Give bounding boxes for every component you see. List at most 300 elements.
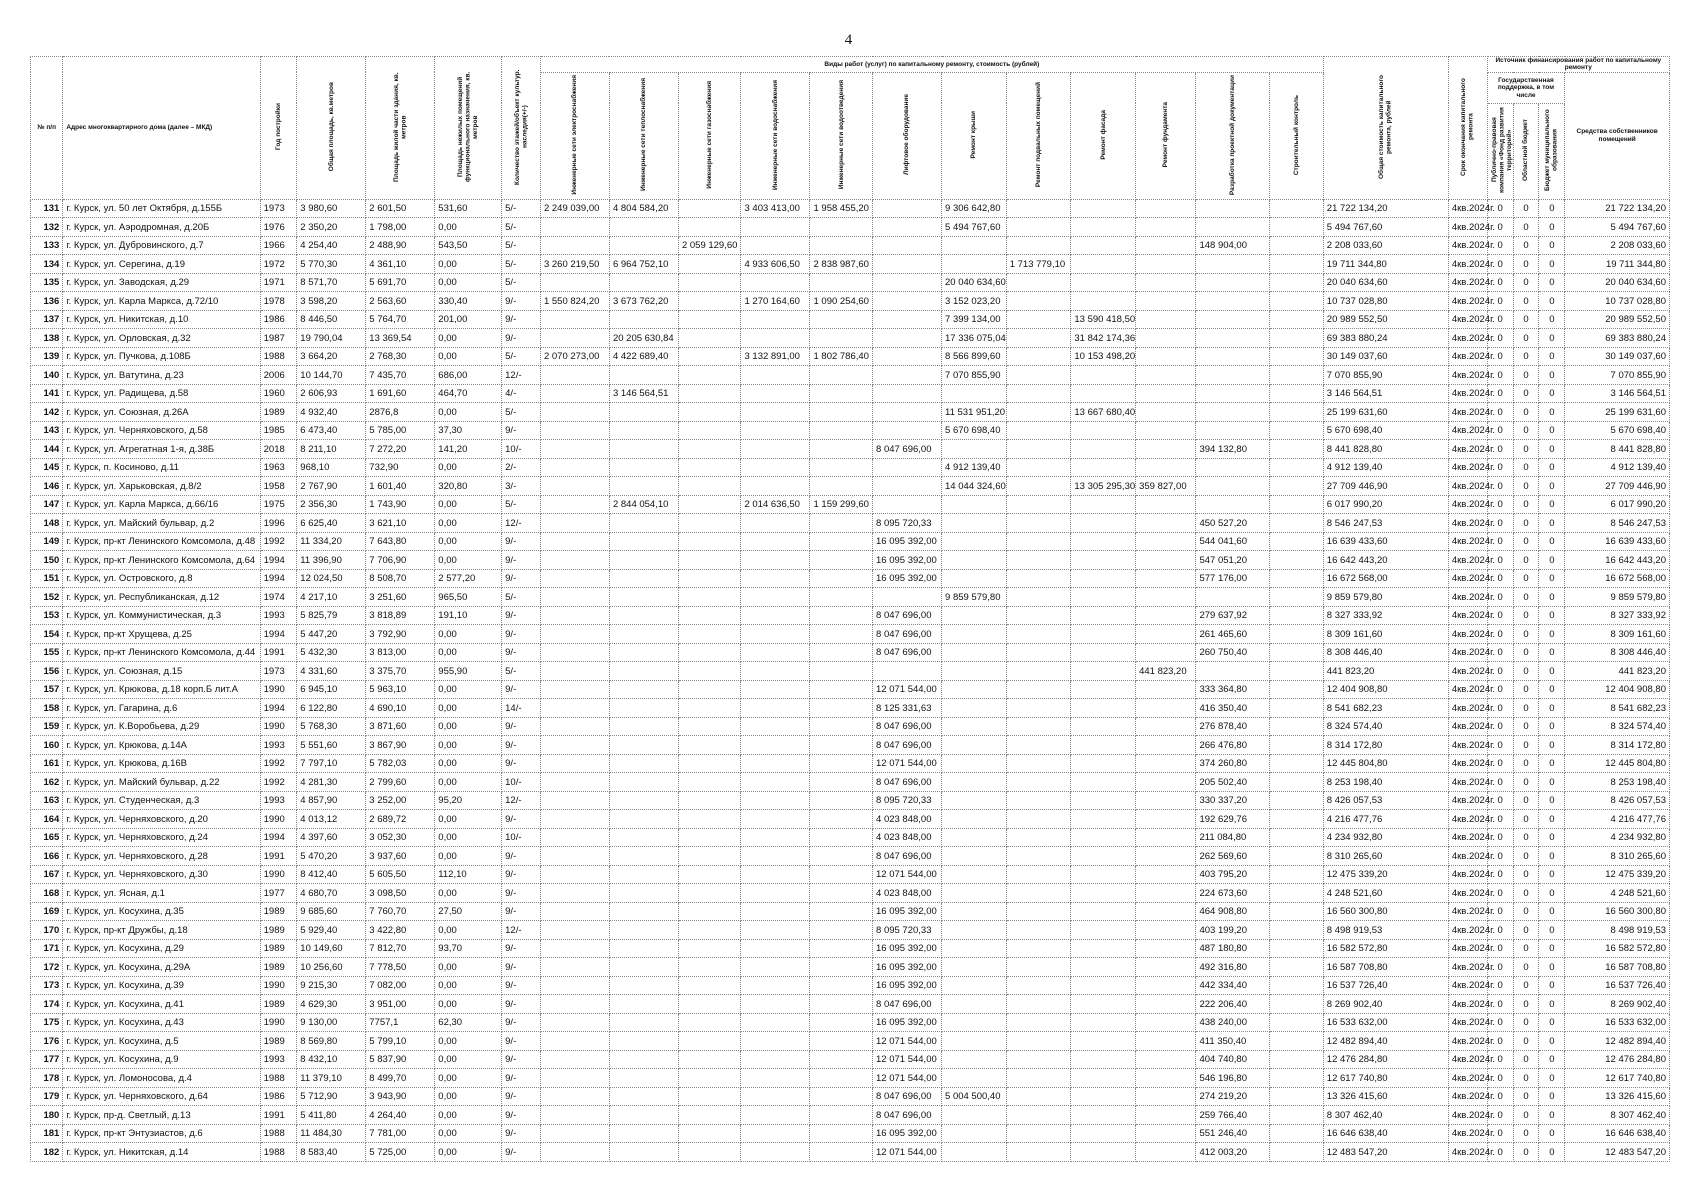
table-cell: 3 098,50 <box>366 884 435 903</box>
table-cell: г. Курск, ул. Никитская, д.10 <box>63 310 260 329</box>
table-cell <box>873 310 942 329</box>
table-cell <box>873 458 942 477</box>
table-cell: 8 571,70 <box>297 273 366 292</box>
table-cell: 9/- <box>502 1106 541 1125</box>
table-cell <box>741 329 810 348</box>
table-cell: 0,00 <box>435 495 502 514</box>
table-cell <box>873 273 942 292</box>
table-cell: 8 095 720,33 <box>873 791 942 810</box>
table-cell <box>1196 384 1269 403</box>
table-cell: 1 691,60 <box>366 384 435 403</box>
table-cell: 9/- <box>502 810 541 829</box>
table-cell <box>873 329 942 348</box>
table-cell: 4кв.2024г. <box>1448 199 1487 218</box>
table-cell <box>1006 1087 1071 1106</box>
table-cell: 1 958 455,20 <box>810 199 873 218</box>
table-cell <box>810 921 873 940</box>
table-cell <box>1006 292 1071 311</box>
table-cell <box>1006 1013 1071 1032</box>
table-cell: 9 859 579,80 <box>1565 588 1670 607</box>
table-cell: г. Курск, ул. Союзная, д.26А <box>63 403 260 422</box>
table-cell: 259 766,40 <box>1196 1106 1269 1125</box>
table-cell <box>1006 754 1071 773</box>
table-cell: г. Курск, ул. К.Воробьева, д.29 <box>63 717 260 736</box>
table-cell: 0 <box>1513 810 1539 829</box>
table-cell: 8 327 333,92 <box>1323 606 1448 625</box>
header-fund-label: Публично-правовая компания «Фонд развития территорий» <box>1490 107 1513 194</box>
table-cell <box>1269 440 1323 459</box>
table-cell: 8 566 899,60 <box>942 347 1007 366</box>
header-facade-label: Ремонт фасада <box>1099 109 1107 160</box>
table-cell <box>540 754 609 773</box>
table-cell: 1 713 779,10 <box>1006 255 1071 274</box>
table-cell <box>540 662 609 681</box>
table-cell <box>810 939 873 958</box>
table-cell: 4кв.2024г. <box>1448 273 1487 292</box>
table-cell: 7 812,70 <box>366 939 435 958</box>
table-cell <box>678 1032 741 1051</box>
table-cell: 161 <box>31 754 63 773</box>
table-cell: 9/- <box>502 421 541 440</box>
table-cell: 4кв.2024г. <box>1448 1143 1487 1162</box>
table-cell <box>1136 347 1196 366</box>
table-cell <box>678 921 741 940</box>
table-cell: 157 <box>31 680 63 699</box>
table-row <box>31 347 1670 366</box>
table-cell: 0,00 <box>435 1050 502 1069</box>
table-cell <box>1006 717 1071 736</box>
table-cell: 2 070 273,00 <box>540 347 609 366</box>
table-cell <box>810 421 873 440</box>
table-cell <box>1136 773 1196 792</box>
table-cell <box>1071 532 1136 551</box>
table-cell: 4кв.2024г. <box>1448 569 1487 588</box>
table-cell <box>942 865 1007 884</box>
table-cell <box>1136 976 1196 995</box>
header-sewer-label: Инженерные сети водоотведения <box>837 80 845 190</box>
header-regional <box>1513 103 1539 199</box>
table-cell <box>1006 662 1071 681</box>
table-cell: г. Курск, пр-кт Ленинского Комсомола, д.44 <box>63 643 260 662</box>
header-nonres-area <box>435 57 502 200</box>
table-cell: 16 095 392,00 <box>873 1124 942 1143</box>
table-cell: 543,50 <box>435 236 502 255</box>
table-cell: г. Курск, ул. Гагарина, д.6 <box>63 699 260 718</box>
table-cell <box>942 754 1007 773</box>
table-row <box>31 588 1670 607</box>
table-cell <box>540 458 609 477</box>
table-cell: 0 <box>1513 606 1539 625</box>
table-cell: 4 361,10 <box>366 255 435 274</box>
table-cell: 416 350,40 <box>1196 699 1269 718</box>
table-cell <box>1269 773 1323 792</box>
table-cell: 4 013,12 <box>297 810 366 829</box>
table-cell: 0 <box>1539 1124 1565 1143</box>
table-cell: 0 <box>1487 662 1513 681</box>
table-cell: 0 <box>1513 884 1539 903</box>
table-cell <box>942 884 1007 903</box>
table-cell <box>1269 1032 1323 1051</box>
table-cell: 3 052,30 <box>366 828 435 847</box>
table-cell <box>942 625 1007 644</box>
table-cell: 16 582 572,80 <box>1565 939 1670 958</box>
table-cell: 0 <box>1513 625 1539 644</box>
table-cell: 2 350,20 <box>297 218 366 237</box>
table-cell: 412 003,20 <box>1196 1143 1269 1162</box>
table-cell: 1990 <box>260 1013 297 1032</box>
table-cell: 0 <box>1487 384 1513 403</box>
table-cell: 69 383 880,24 <box>1565 329 1670 348</box>
table-cell: 4кв.2024г. <box>1448 884 1487 903</box>
table-cell: 30 149 037,60 <box>1565 347 1670 366</box>
table-cell <box>540 865 609 884</box>
table-cell <box>678 273 741 292</box>
table-cell <box>609 514 678 533</box>
table-cell <box>609 1050 678 1069</box>
table-cell: 442 334,40 <box>1196 976 1269 995</box>
table-cell <box>678 828 741 847</box>
table-cell <box>609 366 678 385</box>
table-cell: 968,10 <box>297 458 366 477</box>
table-cell: г. Курск, пр-кт Дружбы, д.18 <box>63 921 260 940</box>
table-cell: 4 216 477,76 <box>1565 810 1670 829</box>
table-cell: г. Курск, ул. Союзная, д.15 <box>63 662 260 681</box>
table-cell: 0 <box>1487 495 1513 514</box>
table-cell: 5/- <box>502 495 541 514</box>
table-cell <box>810 958 873 977</box>
table-cell: 16 639 433,60 <box>1565 532 1670 551</box>
table-cell <box>1196 329 1269 348</box>
table-cell <box>1071 662 1136 681</box>
table-cell: 12 071 544,00 <box>873 1050 942 1069</box>
table-cell <box>1071 754 1136 773</box>
table-cell: 8 047 696,00 <box>873 606 942 625</box>
table-cell: 4кв.2024г. <box>1448 939 1487 958</box>
capital-repair-table <box>30 56 1670 1162</box>
table-cell <box>540 588 609 607</box>
table-cell: 163 <box>31 791 63 810</box>
page-number: 4 <box>844 32 853 48</box>
table-cell: 9/- <box>502 625 541 644</box>
table-cell <box>678 1124 741 1143</box>
table-cell: 0 <box>1487 458 1513 477</box>
table-cell: 2 059 129,60 <box>678 236 741 255</box>
table-cell: 1989 <box>260 1032 297 1051</box>
table-cell <box>1269 939 1323 958</box>
table-cell: г. Курск, ул. Карла Маркса, д.66/16 <box>63 495 260 514</box>
table-cell <box>942 384 1007 403</box>
table-cell: 1978 <box>260 292 297 311</box>
table-cell <box>1269 736 1323 755</box>
table-cell <box>1269 569 1323 588</box>
table-cell: 4 397,60 <box>297 828 366 847</box>
table-cell: 2 768,30 <box>366 347 435 366</box>
table-cell <box>942 255 1007 274</box>
table-cell <box>609 939 678 958</box>
table-cell <box>1006 347 1071 366</box>
table-cell: 12 475 339,20 <box>1565 865 1670 884</box>
table-cell <box>540 1013 609 1032</box>
table-cell: 8 308 446,40 <box>1323 643 1448 662</box>
table-cell: 0 <box>1487 199 1513 218</box>
table-cell <box>678 884 741 903</box>
table-cell: 0,00 <box>435 551 502 570</box>
table-cell <box>1269 680 1323 699</box>
table-cell: 4кв.2024г. <box>1448 477 1487 496</box>
table-cell: 211 084,80 <box>1196 828 1269 847</box>
table-cell: 464 908,80 <box>1196 902 1269 921</box>
table-cell: 4кв.2024г. <box>1448 865 1487 884</box>
table-cell <box>741 828 810 847</box>
table-cell: 5 725,00 <box>366 1143 435 1162</box>
table-cell <box>1269 828 1323 847</box>
table-cell <box>942 569 1007 588</box>
table-cell <box>942 236 1007 255</box>
table-cell: 2 767,90 <box>297 477 366 496</box>
table-cell: 4кв.2024г. <box>1448 958 1487 977</box>
table-cell: 0,00 <box>435 921 502 940</box>
table-cell: 8 309 161,60 <box>1323 625 1448 644</box>
table-cell <box>1006 902 1071 921</box>
table-cell: г. Курск, ул. Черняховского, д.24 <box>63 828 260 847</box>
table-cell: г. Курск, ул. Косухина, д.9 <box>63 1050 260 1069</box>
table-cell: 9/- <box>502 310 541 329</box>
header-year <box>260 57 297 200</box>
header-total-cost <box>1323 57 1448 200</box>
table-cell <box>609 1032 678 1051</box>
table-cell: 7 643,80 <box>366 532 435 551</box>
table-cell <box>1136 884 1196 903</box>
table-cell: 0 <box>1487 1050 1513 1069</box>
table-row <box>31 1124 1670 1143</box>
table-cell: 965,50 <box>435 588 502 607</box>
table-cell <box>1136 236 1196 255</box>
table-cell <box>1269 218 1323 237</box>
table-cell: 143 <box>31 421 63 440</box>
table-cell: 0 <box>1487 717 1513 736</box>
table-cell: 148 904,00 <box>1196 236 1269 255</box>
table-cell: 0 <box>1487 921 1513 940</box>
table-cell: 9/- <box>502 754 541 773</box>
table-cell: 0 <box>1513 218 1539 237</box>
header-water <box>741 72 810 199</box>
table-cell <box>1269 1050 1323 1069</box>
table-cell: 0 <box>1487 773 1513 792</box>
table-cell <box>678 1013 741 1032</box>
table-cell: 0 <box>1513 865 1539 884</box>
table-cell: 4 422 689,40 <box>609 347 678 366</box>
table-cell: 5 670 698,40 <box>1565 421 1670 440</box>
table-cell <box>1136 717 1196 736</box>
table-cell <box>1006 199 1071 218</box>
table-cell <box>810 588 873 607</box>
table-cell <box>540 921 609 940</box>
table-cell: 2 014 636,50 <box>741 495 810 514</box>
table-cell: 0 <box>1513 1050 1539 1069</box>
table-cell <box>741 1013 810 1032</box>
table-cell: 3 422,80 <box>366 921 435 940</box>
table-cell <box>678 495 741 514</box>
table-cell: г. Курск, ул. Серегина, д.19 <box>63 255 260 274</box>
table-cell: 5 447,20 <box>297 625 366 644</box>
table-cell: 27 709 446,90 <box>1565 477 1670 496</box>
table-cell <box>873 588 942 607</box>
table-cell <box>942 939 1007 958</box>
table-cell <box>942 1013 1007 1032</box>
table-cell: 13 590 418,50 <box>1071 310 1136 329</box>
table-cell: 0 <box>1513 1124 1539 1143</box>
table-cell: 160 <box>31 736 63 755</box>
table-cell: 0 <box>1539 865 1565 884</box>
table-cell: 5/- <box>502 347 541 366</box>
table-cell: г. Курск, ул. Косухина, д.29 <box>63 939 260 958</box>
table-cell: 4кв.2024г. <box>1448 551 1487 570</box>
header-total-cost-label: Общая стоимость капитального ремонта, рублей <box>1378 74 1393 179</box>
table-cell: 1 090 254,60 <box>810 292 873 311</box>
table-cell: 13 369,54 <box>366 329 435 348</box>
table-cell: г. Курск, ул. Черняховского, д.30 <box>63 865 260 884</box>
table-cell: 955,90 <box>435 662 502 681</box>
table-cell: 10 256,60 <box>297 958 366 977</box>
table-cell <box>1269 921 1323 940</box>
table-cell <box>540 625 609 644</box>
table-cell <box>810 699 873 718</box>
table-cell: 0 <box>1513 310 1539 329</box>
table-cell: 0,00 <box>435 1069 502 1088</box>
table-cell: 4кв.2024г. <box>1448 680 1487 699</box>
table-cell <box>678 995 741 1014</box>
table-cell: 1986 <box>260 1087 297 1106</box>
table-cell: г. Курск, ул. Коммунистическая, д.3 <box>63 606 260 625</box>
table-cell <box>810 1087 873 1106</box>
table-row <box>31 218 1670 237</box>
table-cell <box>540 699 609 718</box>
table-cell <box>1269 1013 1323 1032</box>
table-cell: 16 095 392,00 <box>873 1013 942 1032</box>
table-cell: 5/- <box>502 236 541 255</box>
table-cell: 21 722 134,20 <box>1323 199 1448 218</box>
table-cell <box>1269 329 1323 348</box>
table-cell <box>1006 884 1071 903</box>
table-cell <box>609 754 678 773</box>
table-cell: 2 838 987,60 <box>810 255 873 274</box>
table-cell: 547 051,20 <box>1196 551 1269 570</box>
table-cell <box>678 754 741 773</box>
table-cell: 0 <box>1513 736 1539 755</box>
table-cell: 577 176,00 <box>1196 569 1269 588</box>
table-cell: 6 964 752,10 <box>609 255 678 274</box>
table-cell: 133 <box>31 236 63 255</box>
table-cell: 0 <box>1513 292 1539 311</box>
table-cell: 1 550 824,20 <box>540 292 609 311</box>
table-row <box>31 477 1670 496</box>
table-cell <box>942 976 1007 995</box>
table-cell: 171 <box>31 939 63 958</box>
table-cell <box>678 736 741 755</box>
table-cell: 4кв.2024г. <box>1448 292 1487 311</box>
table-cell: 1994 <box>260 551 297 570</box>
table-cell <box>1071 773 1136 792</box>
table-cell <box>810 329 873 348</box>
table-cell <box>741 1087 810 1106</box>
table-cell: 0 <box>1539 273 1565 292</box>
table-cell <box>678 366 741 385</box>
table-cell: 0 <box>1513 939 1539 958</box>
table-cell <box>741 218 810 237</box>
table-cell: 4кв.2024г. <box>1448 1124 1487 1143</box>
table-cell <box>678 458 741 477</box>
table-cell: 1992 <box>260 754 297 773</box>
table-cell <box>609 921 678 940</box>
table-cell <box>1269 902 1323 921</box>
table-cell: 16 095 392,00 <box>873 532 942 551</box>
table-cell: 8 308 446,40 <box>1565 643 1670 662</box>
table-cell <box>741 717 810 736</box>
table-cell: 0 <box>1539 588 1565 607</box>
table-cell: 16 533 632,00 <box>1565 1013 1670 1032</box>
table-cell: 551 246,40 <box>1196 1124 1269 1143</box>
table-cell: 0,00 <box>435 699 502 718</box>
table-cell <box>1269 292 1323 311</box>
table-cell: 0,00 <box>435 1106 502 1125</box>
table-cell: 4кв.2024г. <box>1448 347 1487 366</box>
table-row <box>31 995 1670 1014</box>
table-cell <box>1136 532 1196 551</box>
table-cell: 12/- <box>502 921 541 940</box>
table-cell: 145 <box>31 458 63 477</box>
table-cell: г. Курск, ул. Радищева, д.58 <box>63 384 260 403</box>
table-cell <box>942 662 1007 681</box>
table-cell: 3 951,00 <box>366 995 435 1014</box>
table-cell: 4кв.2024г. <box>1448 736 1487 755</box>
table-cell: 8 432,10 <box>297 1050 366 1069</box>
table-cell: 0 <box>1487 995 1513 1014</box>
table-cell: 330,40 <box>435 292 502 311</box>
table-cell <box>810 366 873 385</box>
table-cell: 12 404 908,80 <box>1323 680 1448 699</box>
table-cell: 170 <box>31 921 63 940</box>
table-cell: 0 <box>1513 569 1539 588</box>
table-cell: 1973 <box>260 662 297 681</box>
header-basement-label: Ремонт подвальных помещений <box>1034 82 1042 188</box>
table-cell: 1966 <box>260 236 297 255</box>
table-cell <box>678 847 741 866</box>
table-cell: 4кв.2024г. <box>1448 625 1487 644</box>
table-cell <box>1071 236 1136 255</box>
table-cell <box>540 643 609 662</box>
table-cell: 4 216 477,76 <box>1323 810 1448 829</box>
table-cell <box>1269 643 1323 662</box>
table-cell: 16 672 568,00 <box>1323 569 1448 588</box>
table-cell: 4 217,10 <box>297 588 366 607</box>
table-cell <box>1006 477 1071 496</box>
table-cell <box>609 643 678 662</box>
table-cell: 4кв.2024г. <box>1448 662 1487 681</box>
table-cell: 0 <box>1487 810 1513 829</box>
table-cell: 8 546 247,53 <box>1323 514 1448 533</box>
table-cell <box>1006 421 1071 440</box>
table-cell: 172 <box>31 958 63 977</box>
table-cell: 4кв.2024г. <box>1448 643 1487 662</box>
table-cell: 7 781,00 <box>366 1124 435 1143</box>
table-cell <box>942 495 1007 514</box>
table-cell: 150 <box>31 551 63 570</box>
table-cell <box>1006 976 1071 995</box>
table-cell: 8 446,50 <box>297 310 366 329</box>
table-cell: 0 <box>1487 569 1513 588</box>
table-cell: 0 <box>1487 347 1513 366</box>
table-cell: 0 <box>1513 699 1539 718</box>
